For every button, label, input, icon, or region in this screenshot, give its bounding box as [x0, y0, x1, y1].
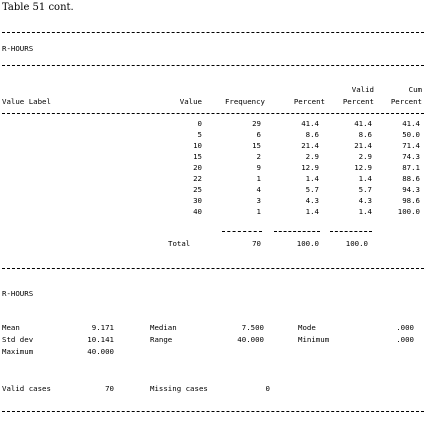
cell-percent: 2.9	[305, 152, 319, 161]
cell-value: 25	[193, 185, 202, 194]
median-value: 7.500	[241, 323, 264, 332]
cell-value: 15	[193, 152, 202, 161]
cell-valid-percent: 1.4	[358, 207, 372, 216]
cell-value: 0	[197, 119, 202, 128]
maximum-label: Maximum	[2, 347, 34, 356]
stddev-value: 10.141	[87, 335, 114, 344]
cell-cum-percent: 74.3	[402, 152, 420, 161]
header-value-label: Value Label	[2, 97, 51, 106]
stats-variable-name: R-HOURS	[2, 289, 34, 298]
divider	[2, 268, 424, 269]
cell-value: 40	[193, 207, 202, 216]
cell-percent: 5.7	[305, 185, 319, 194]
header-frequency: Frequency	[224, 97, 265, 106]
cell-frequency: 1	[256, 174, 261, 183]
cell-percent: 8.6	[305, 130, 319, 139]
cell-cum-percent: 94.3	[402, 185, 420, 194]
cell-valid-percent: 4.3	[358, 196, 372, 205]
total-rule-valid	[330, 231, 372, 232]
minimum-value: .000	[396, 335, 414, 344]
cell-percent: 41.4	[301, 119, 319, 128]
total-valid-percent: 100.0	[345, 239, 368, 248]
cell-valid-percent: 8.6	[358, 130, 372, 139]
cell-percent: 1.4	[305, 207, 319, 216]
cell-valid-percent: 2.9	[358, 152, 372, 161]
mean-value: 9.171	[91, 323, 114, 332]
cell-frequency: 15	[252, 141, 261, 150]
cell-value: 22	[193, 174, 202, 183]
range-label: Range	[150, 335, 173, 344]
range-value: 40.000	[237, 335, 264, 344]
valid-cases-value: 70	[105, 384, 114, 393]
cell-valid-percent: 21.4	[354, 141, 372, 150]
header-cum-line1: Cum	[408, 85, 422, 94]
cell-frequency: 4	[256, 185, 261, 194]
cell-percent: 4.3	[305, 196, 319, 205]
median-label: Median	[150, 323, 177, 332]
cell-cum-percent: 98.6	[402, 196, 420, 205]
total-frequency: 70	[252, 239, 261, 248]
divider	[2, 65, 424, 66]
cell-valid-percent: 41.4	[354, 119, 372, 128]
header-cum-line2: Percent	[390, 97, 422, 106]
cell-cum-percent: 88.6	[402, 174, 420, 183]
missing-cases-value: 0	[265, 384, 270, 393]
cell-frequency: 2	[256, 152, 261, 161]
divider	[2, 113, 424, 114]
header-valid-line2: Percent	[342, 97, 374, 106]
cell-frequency: 6	[256, 130, 261, 139]
mean-label: Mean	[2, 323, 20, 332]
divider	[2, 32, 424, 33]
cell-percent: 12.9	[301, 163, 319, 172]
header-value: Value	[179, 97, 202, 106]
total-rule-frequency	[222, 231, 262, 232]
total-label: Total	[168, 239, 191, 248]
divider	[2, 411, 424, 412]
cell-cum-percent: 41.4	[402, 119, 420, 128]
cell-value: 5	[197, 130, 202, 139]
cell-frequency: 1	[256, 207, 261, 216]
cell-valid-percent: 1.4	[358, 174, 372, 183]
valid-cases-label: Valid cases	[2, 384, 51, 393]
cell-cum-percent: 50.0	[402, 130, 420, 139]
header-valid-line1: Valid	[351, 85, 374, 94]
total-rule-percent	[274, 231, 320, 232]
page-title: Table 51 cont.	[2, 2, 74, 13]
cell-cum-percent: 100.0	[397, 207, 420, 216]
cell-frequency: 3	[256, 196, 261, 205]
cell-value: 10	[193, 141, 202, 150]
header-percent: Percent	[293, 97, 325, 106]
cell-percent: 21.4	[301, 141, 319, 150]
cell-cum-percent: 87.1	[402, 163, 420, 172]
variable-name: R-HOURS	[2, 44, 34, 53]
mode-label: Mode	[298, 323, 316, 332]
total-percent: 100.0	[296, 239, 319, 248]
mode-value: .000	[396, 323, 414, 332]
cell-valid-percent: 12.9	[354, 163, 372, 172]
cell-frequency: 29	[252, 119, 261, 128]
cell-frequency: 9	[256, 163, 261, 172]
minimum-label: Minimum	[298, 335, 330, 344]
cell-value: 30	[193, 196, 202, 205]
maximum-value: 40.000	[87, 347, 114, 356]
cell-percent: 1.4	[305, 174, 319, 183]
cell-cum-percent: 71.4	[402, 141, 420, 150]
cell-valid-percent: 5.7	[358, 185, 372, 194]
missing-cases-label: Missing cases	[150, 384, 208, 393]
stddev-label: Std dev	[2, 335, 34, 344]
cell-value: 20	[193, 163, 202, 172]
